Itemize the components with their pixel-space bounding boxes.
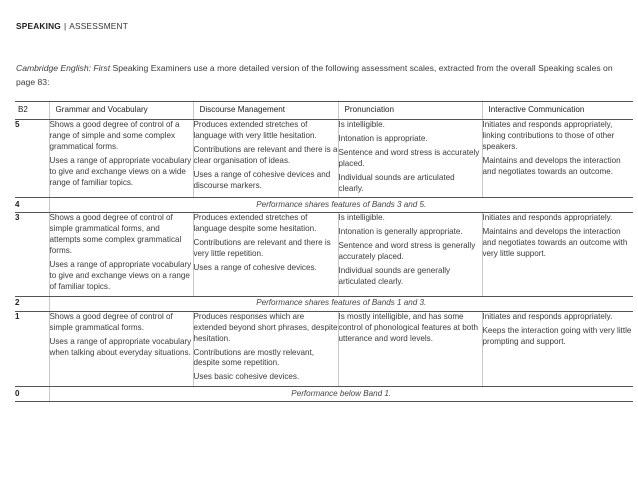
band-1-grammar-vocabulary bbox=[49, 311, 193, 386]
band-5-pronunciation bbox=[338, 120, 482, 198]
descriptor: Initiates and responds appropriately, linking contributions to those of other speakers. bbox=[482, 120, 615, 151]
section-title: SPEAKING bbox=[16, 21, 61, 31]
descriptor: Shows a good degree of control of simple grammatical forms. bbox=[49, 311, 173, 332]
band-1-row bbox=[15, 311, 633, 386]
intro-text: Speaking Examiners use a more detailed version of the following assessment scales, extracted from the overall Speaking scales on page 83: bbox=[16, 63, 613, 87]
descriptor: Produces extended stretches of language despite some hesitation. bbox=[193, 213, 317, 234]
descriptor: Uses a range of cohesive devices and discourse markers. bbox=[193, 169, 331, 190]
intro-paragraph bbox=[16, 61, 616, 89]
page-header bbox=[16, 21, 128, 31]
header-grammar-vocabulary: Grammar and Vocabulary bbox=[49, 102, 193, 120]
band-0-description: Performance below Band 1. bbox=[49, 387, 633, 402]
band-5-grammar-vocabulary bbox=[49, 120, 193, 198]
header-interactive-communication: Interactive Communication bbox=[482, 102, 633, 120]
band-number: 4 bbox=[15, 198, 49, 213]
descriptor: Uses a range of appropriate vocabulary to give and exchange views on a wide range of familiar topics. bbox=[49, 155, 192, 187]
band-5-interactive-communication bbox=[482, 120, 633, 198]
descriptor: Produces extended stretches of language with very little hesitation. bbox=[193, 120, 317, 140]
descriptor: Shows a good degree of control of simple grammatical forms, and attempts some complex grammatical forms. bbox=[49, 213, 182, 256]
descriptor: Intonation is generally appropriate. bbox=[338, 227, 463, 237]
band-3-pronunciation bbox=[338, 213, 482, 296]
header-pronunciation: Pronunciation bbox=[338, 102, 482, 120]
band-3-interactive-communication bbox=[482, 213, 633, 296]
band-3-grammar-vocabulary bbox=[49, 213, 193, 296]
descriptor: Is mostly intelligible, and has some control of phonological features at both utterance and word levels. bbox=[338, 311, 478, 343]
band-number: 2 bbox=[15, 296, 49, 311]
band-number: 3 bbox=[15, 213, 49, 296]
descriptor: Individual sounds are articulated clearly. bbox=[338, 172, 455, 193]
header-level: B2 bbox=[15, 102, 49, 120]
descriptor: Shows a good degree of control of a range of simple and some complex grammatical forms. bbox=[49, 120, 180, 151]
band-2-shared-features: Performance shares features of Bands 1 and 3. bbox=[49, 296, 633, 311]
descriptor: Sentence and word stress is generally accurately placed. bbox=[338, 241, 476, 262]
band-5-discourse-management bbox=[193, 120, 338, 198]
band-number: 5 bbox=[15, 120, 49, 198]
descriptor: Maintains and develops the interaction and negotiates towards an outcome with very little support. bbox=[482, 227, 628, 259]
descriptor: Uses a range of appropriate vocabulary to give and exchange views on a range of familiar topics. bbox=[49, 260, 192, 291]
band-number: 1 bbox=[15, 311, 49, 386]
descriptor: Contributions are mostly relevant, despite some repetition. bbox=[193, 347, 315, 368]
intro-italic: Cambridge English: First bbox=[16, 63, 111, 73]
descriptor: Uses a range of appropriate vocabulary when talking about everyday situations. bbox=[49, 336, 192, 357]
header-discourse-management: Discourse Management bbox=[193, 102, 338, 120]
band-4-row bbox=[15, 198, 633, 213]
descriptor: Uses a range of cohesive devices. bbox=[193, 263, 317, 273]
assessment-scales-table bbox=[15, 101, 633, 402]
band-1-interactive-communication bbox=[482, 311, 633, 386]
descriptor: Initiates and responds appropriately. bbox=[482, 213, 613, 223]
descriptor: Contributions are relevant and there is a clear organisation of ideas. bbox=[193, 144, 338, 165]
band-1-pronunciation bbox=[338, 311, 482, 386]
band-2-row bbox=[15, 296, 633, 311]
subsection-title: ASSESSMENT bbox=[69, 21, 129, 31]
descriptor: Is intelligible. bbox=[338, 213, 385, 223]
band-5-row bbox=[15, 120, 633, 198]
band-number: 0 bbox=[15, 387, 49, 402]
descriptor: Is intelligible. bbox=[338, 120, 385, 129]
band-3-row bbox=[15, 213, 633, 296]
descriptor: Keeps the interaction going with very little prompting and support. bbox=[482, 325, 632, 346]
table-header-row bbox=[15, 102, 633, 120]
band-1-discourse-management bbox=[193, 311, 338, 386]
descriptor: Maintains and develops the interaction and negotiates towards an outcome. bbox=[482, 155, 621, 176]
descriptor: Produces responses which are extended beyond short phrases, despite hesitation. bbox=[193, 311, 338, 343]
descriptor: Sentence and word stress is accurately placed. bbox=[338, 147, 480, 168]
descriptor: Individual sounds are generally articulated clearly. bbox=[338, 266, 451, 286]
descriptor: Uses basic cohesive devices. bbox=[193, 372, 300, 382]
descriptor: Initiates and responds appropriately. bbox=[482, 311, 613, 321]
band-4-shared-features: Performance shares features of Bands 3 and 5. bbox=[49, 198, 633, 213]
header-separator: | bbox=[63, 21, 67, 31]
descriptor: Contributions are relevant and there is very little repetition. bbox=[193, 238, 331, 259]
band-3-discourse-management bbox=[193, 213, 338, 296]
band-0-row bbox=[15, 387, 633, 402]
descriptor: Intonation is appropriate. bbox=[338, 133, 428, 143]
